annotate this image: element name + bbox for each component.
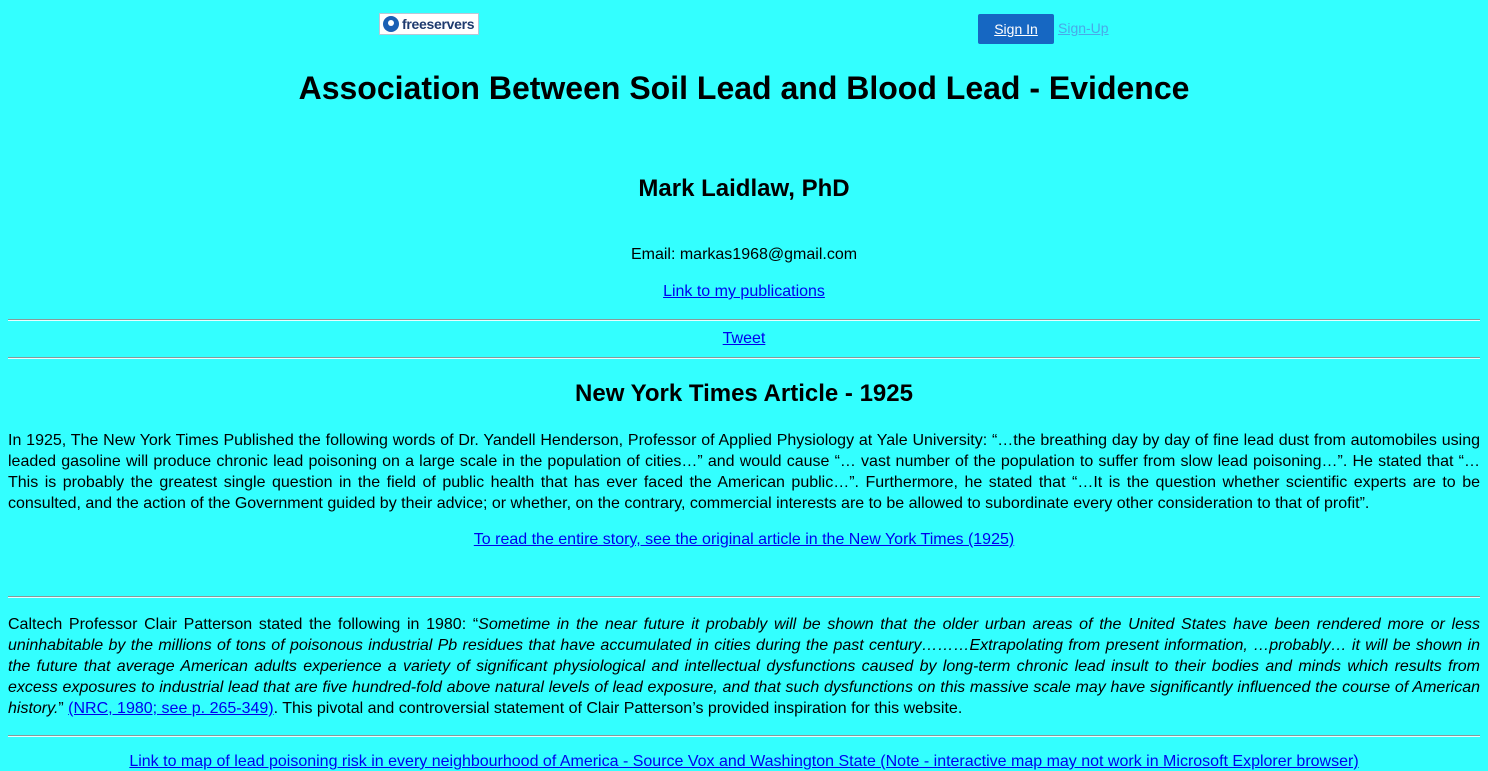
nyt-paragraph: In 1925, The New York Times Published the following words of Dr. Yandell Henderson, Professor of Applied Physiology at Yale University: “…the breathing day by day of fine lead dust from automobiles using leaded gasoline will produce chronic lead poisoning on a large scale in the population of cities…” and would cause “… vast number of the population to suffer from slow lead poisoning…”. He stated that “… This is probably the greatest single question in the field of public health that has ever faced the American public…”. Furthermore, he stated that “…It is the question whether scientific experts are to be consulted, and the action of the Government guided by their advice; or whether, on the contrary, commercial interests are to be allowed to subordinate every other consideration to that of profit”. [8,432,1480,512]
lead-risk-map-link[interactable]: Link to map of lead poisoning risk in every neighbourhood of America - Source Vox and Washington State (Note - interactive map may not work in Microsoft Explorer browser) [129,753,1359,770]
patterson-paragraph [8,614,1480,719]
nrc-citation-link[interactable]: (NRC, 1980; see p. 265-349) [68,700,274,717]
sign-in-button[interactable]: Sign In [978,14,1054,44]
divider [8,596,1480,598]
patterson-intro: Caltech Professor Clair Patterson stated the following in 1980: “ [8,616,479,633]
patterson-quote: Sometime in the near future it probably will be shown that the older urban areas of the United States have been rendered more or less uninhabitable by the millions of tons of poisonous industrial Pb residues that have accumulated in cities during the past century………Extrapolating from present information, …probably… it will be shown in the future that average American adults experience a variety of significant physiological and intellectual dysfunctions caused by long-term chronic lead insult to their bodies and minds which results from excess exposures to industrial lead that are five hundred-fold above natural levels of lead exposure, and that such dysfunctions on this massive scale may have significantly influenced the course of American history. [8,616,1480,717]
patterson-outro: . This pivotal and controversial statement of Clair Patterson’s provided inspiration for this website. [273,700,963,717]
divider [8,319,1480,321]
tweet-link[interactable]: Tweet [722,330,766,347]
publications-link-container [0,283,1488,301]
author-name: Mark Laidlaw, PhD [638,175,850,202]
logo-text: freeservers [402,16,475,32]
publications-link[interactable]: Link to my publications [663,283,825,300]
patterson-quote-end: ” [58,700,69,717]
top-bar [0,0,1488,50]
author-email: Email: markas1968@gmail.com [630,246,858,263]
map-link-container [0,753,1488,771]
sign-up-link[interactable]: Sign-Up [1058,20,1109,36]
tweet-container [0,330,1488,348]
nyt-link-container [0,531,1488,549]
page-title: Association Between Soil Lead and Blood Lead - Evidence [298,70,1190,106]
nyt-article-link[interactable]: To read the entire story, see the original article in the New York Times (1925) [473,531,1015,548]
freeservers-logo-icon [383,16,399,32]
freeservers-logo[interactable] [379,13,479,35]
divider [8,357,1480,359]
nyt-section-heading: New York Times Article - 1925 [575,380,913,407]
divider [8,735,1480,737]
